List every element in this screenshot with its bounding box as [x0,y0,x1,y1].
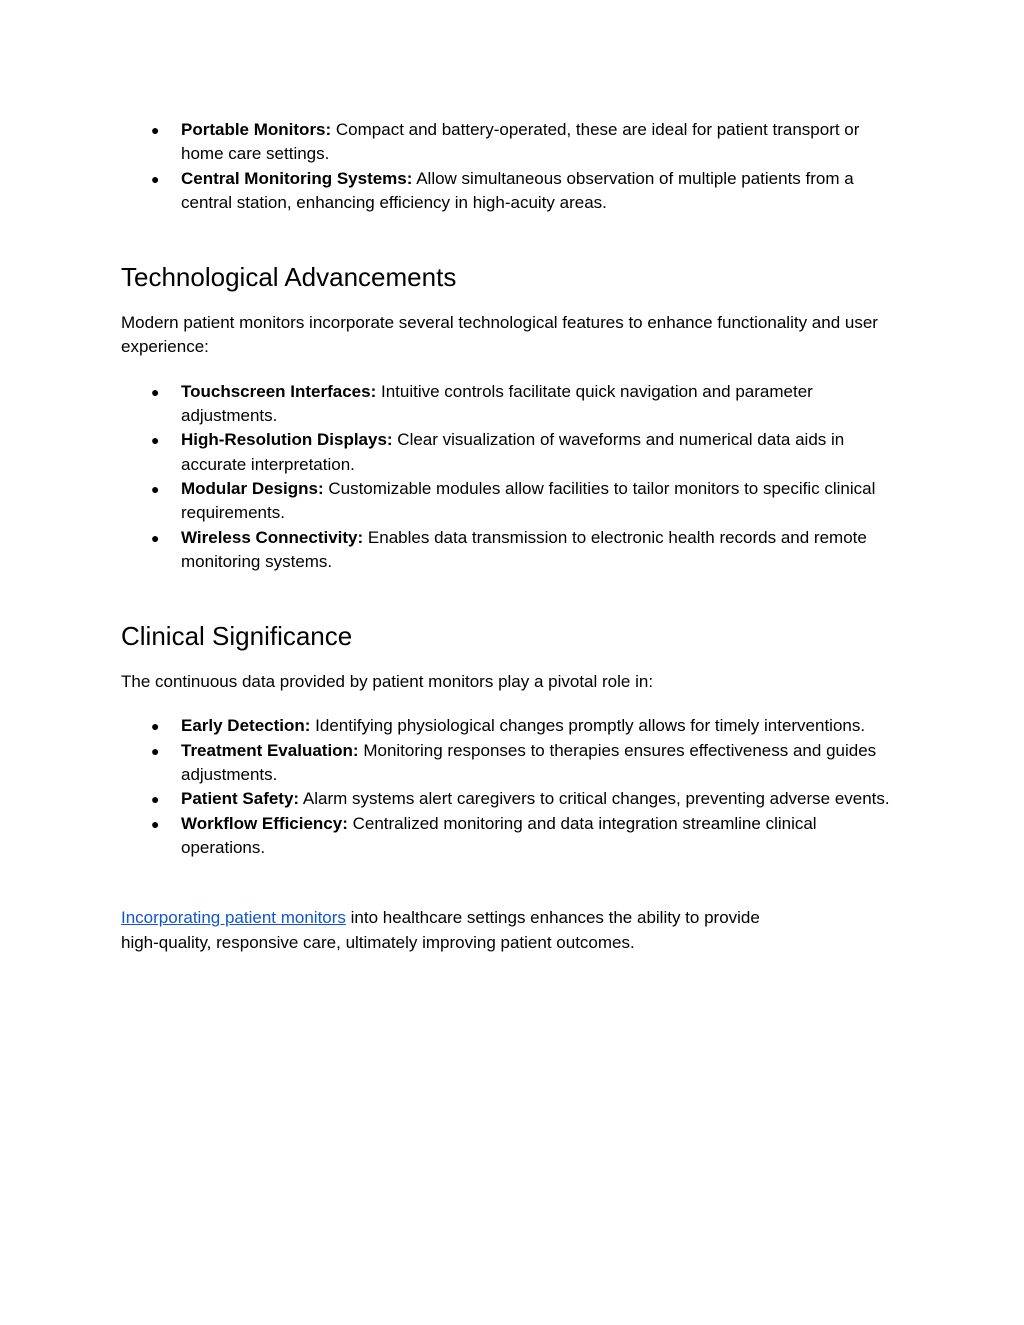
closing-text-line2: high-quality, responsive care, ultimately improving patient outcomes. [121,932,635,952]
list-item-text: Allow simultaneous observation of multiple patients from a central station, enhancing efficiency in high-acuity areas. [181,168,854,212]
list-item [121,428,903,477]
closing-paragraph [121,906,903,955]
list-item [121,526,903,575]
list-item [121,380,903,429]
list-item-text: Compact and battery-operated, these are ideal for patient transport or home care settings. [181,120,860,164]
list-item-term: Wireless Connectivity: [181,527,364,547]
list-item-text: Centralized monitoring and data integration streamline clinical operations. [181,813,817,857]
patient-monitors-link[interactable]: Incorporating patient monitors [121,908,346,928]
list-item-term: Patient Safety: [181,789,300,809]
list-item [121,787,903,811]
list-item [121,167,903,216]
section-intro-paragraph: Modern patient monitors incorporate several technological features to enhance functionality and user experience: [121,313,878,357]
closing-text-line1: into healthcare settings enhances the ability to provide [345,908,760,928]
bullet-icon: ● [151,432,160,449]
bullet-icon: ● [151,170,160,187]
section-heading-clinical-significance: Clinical Significance [121,621,353,652]
section-heading-technological-advancements: Technological Advancements [121,262,457,293]
list-item [121,739,903,788]
bullet-icon: ● [151,815,160,832]
list-item [121,477,903,526]
list-item-term: Central Monitoring Systems: [181,168,413,188]
list-item-term: Early Detection: [181,716,311,736]
list-item-term: Treatment Evaluation: [181,740,359,760]
list-item [121,812,903,861]
list-item-term: Portable Monitors: [181,120,332,139]
list-item [121,714,903,738]
bullet-icon: ● [151,480,160,497]
document-page [121,118,903,955]
bullet-icon: ● [151,383,160,400]
list-item-text: Identifying physiological changes promptly allows for timely interventions. [310,716,866,736]
list-item-text: Monitoring responses to therapies ensures effectiveness and guides adjustments. [181,740,877,785]
list-item-text: Enables data transmission to electronic health records and remote monitoring systems. [181,527,867,571]
list-item-text: Intuitive controls facilitate quick navigation and parameter adjustments. [181,381,813,426]
tech-features-list [121,380,903,574]
bullet-icon: ● [151,791,160,808]
bullet-icon: ● [151,718,160,735]
list-item-term: Touchscreen Interfaces: [181,381,377,401]
bullet-icon: ● [151,529,160,546]
list-item-text: Alarm systems alert caregivers to critical changes, preventing adverse events. [299,789,890,809]
monitor-types-list [121,118,903,215]
list-item-text: Customizable modules allow facilities to tailor monitors to specific clinical requirements. [181,478,876,523]
list-item-term: High-Resolution Displays: [181,430,393,450]
list-item [121,118,903,167]
bullet-icon: ● [151,122,160,138]
clinical-benefits-list [121,714,903,860]
list-item-term: Workflow Efficiency: [181,813,348,833]
section-intro-paragraph: The continuous data provided by patient monitors play a pivotal role in: [121,672,654,692]
list-item-text: Clear visualization of waveforms and numerical data aids in accurate interpretation. [181,430,845,474]
list-item-term: Modular Designs: [181,478,324,498]
bullet-icon: ● [151,742,160,759]
